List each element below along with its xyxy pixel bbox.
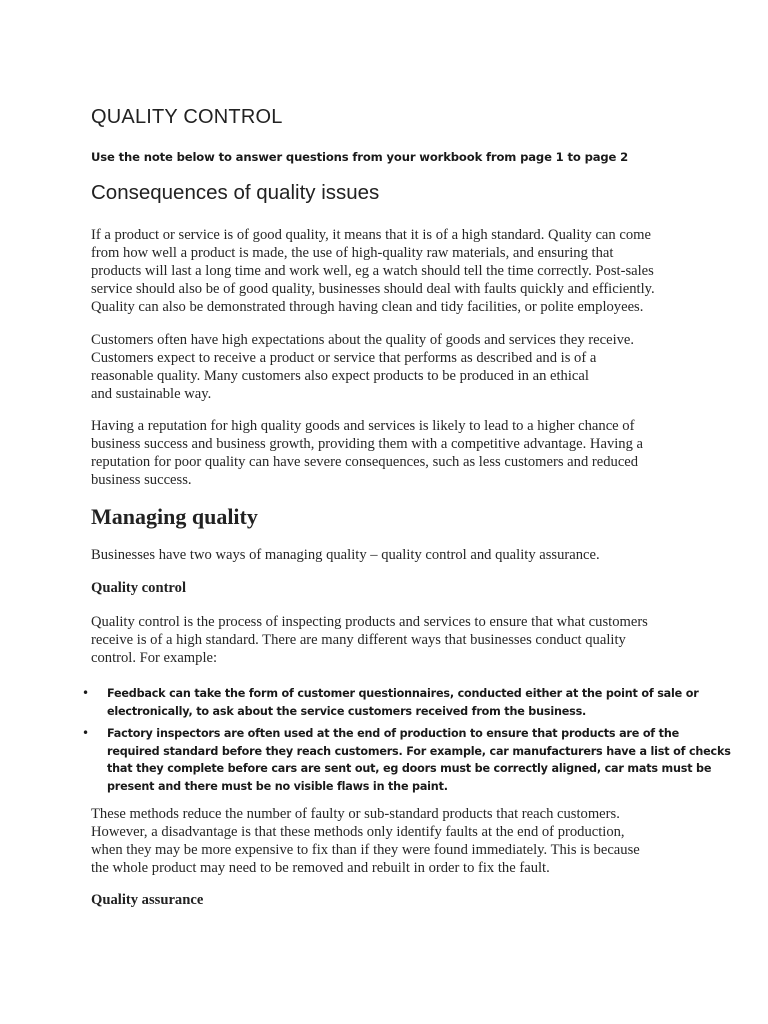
text-line: reasonable quality. Many customers also expect products to be produced in an ethical xyxy=(91,368,589,384)
text-line: Factory inspectors are often used at the end of production to ensure that products are of the xyxy=(107,727,679,740)
text-line: electronically, to ask about the service customers received from the business. xyxy=(107,704,587,718)
text-line: Feedback can take the form of customer questionnaires, conducted either at the point of sale or xyxy=(107,687,699,700)
text-line: the whole product may need to be removed and rebuilt in order to fix the fault. xyxy=(91,860,550,876)
subheading-quality-assurance: Quality assurance xyxy=(91,892,204,908)
text-line: required standard before they reach customers. For example, car manufacturers have a list of checks xyxy=(107,744,731,758)
paragraph-reputation xyxy=(91,417,681,489)
text-line: Customers often have high expectations about the quality of goods and services they receive. xyxy=(91,332,635,348)
text-line: when they may be more expensive to fix than if they were found immediately. This is because xyxy=(91,842,640,858)
section-heading-managing-quality: Managing quality xyxy=(91,504,258,529)
text-line: business success and business growth, providing them with a competitive advantage. Having a xyxy=(91,436,644,452)
paragraph-methods-disadvantage xyxy=(91,805,681,877)
instruction-text: Use the note below to answer questions from your workbook from page 1 to page 2 xyxy=(91,150,629,164)
text-line: These methods reduce the number of faulty or sub-standard products that reach customers. xyxy=(91,806,620,822)
text-line: Customers expect to receive a product or service that performs as described and is of a xyxy=(91,350,597,366)
list-item xyxy=(0,685,768,720)
subheading-quality-control: Quality control xyxy=(91,580,186,596)
text-line: reputation for poor quality can have severe consequences, such as less customers and reduced xyxy=(91,454,639,470)
text-line: Quality control is the process of inspecting products and services to ensure that what customers xyxy=(91,614,648,630)
paragraph-customer-expectations xyxy=(91,331,681,403)
text-line: from how well a product is made, the use of high-quality raw materials, and ensuring that xyxy=(91,245,614,261)
text-line: and sustainable way. xyxy=(91,386,212,402)
list-item xyxy=(0,725,768,795)
text-line: Businesses have two ways of managing quality – quality control and quality assurance. xyxy=(91,547,600,563)
text-line: products will last a long time and work well, eg a watch should tell the time correctly. Post-sales xyxy=(91,263,654,279)
document-title: QUALITY CONTROL xyxy=(91,106,283,128)
bullet-icon: • xyxy=(82,686,89,700)
paragraph-quality-definition xyxy=(91,226,681,316)
text-line: business success. xyxy=(91,472,192,488)
text-line: Having a reputation for high quality goods and services is likely to lead to a higher chance of xyxy=(91,418,635,434)
quality-control-methods-list xyxy=(0,685,768,795)
paragraph-managing-intro xyxy=(91,546,681,564)
text-line: receive is of a high standard. There are many different ways that businesses conduct quality xyxy=(91,632,626,648)
text-line: Quality can also be demonstrated through having clean and tidy facilities, or polite employees. xyxy=(91,299,644,315)
paragraph-quality-control xyxy=(91,613,681,667)
text-line: present and there must be no visible flaws in the paint. xyxy=(107,779,448,793)
text-line: However, a disadvantage is that these methods only identify faults at the end of production, xyxy=(91,824,625,840)
bullet-icon: • xyxy=(82,726,89,740)
text-line: that they complete before cars are sent out, eg doors must be correctly aligned, car mats must be xyxy=(107,762,712,775)
text-line: service should also be of good quality, businesses should deal with faults quickly and efficiently. xyxy=(91,281,655,297)
section-heading-consequences: Consequences of quality issues xyxy=(91,181,380,204)
text-line: control. For example: xyxy=(91,650,218,666)
text-line: If a product or service is of good quality, it means that it is of a high standard. Quality can come xyxy=(91,227,651,243)
